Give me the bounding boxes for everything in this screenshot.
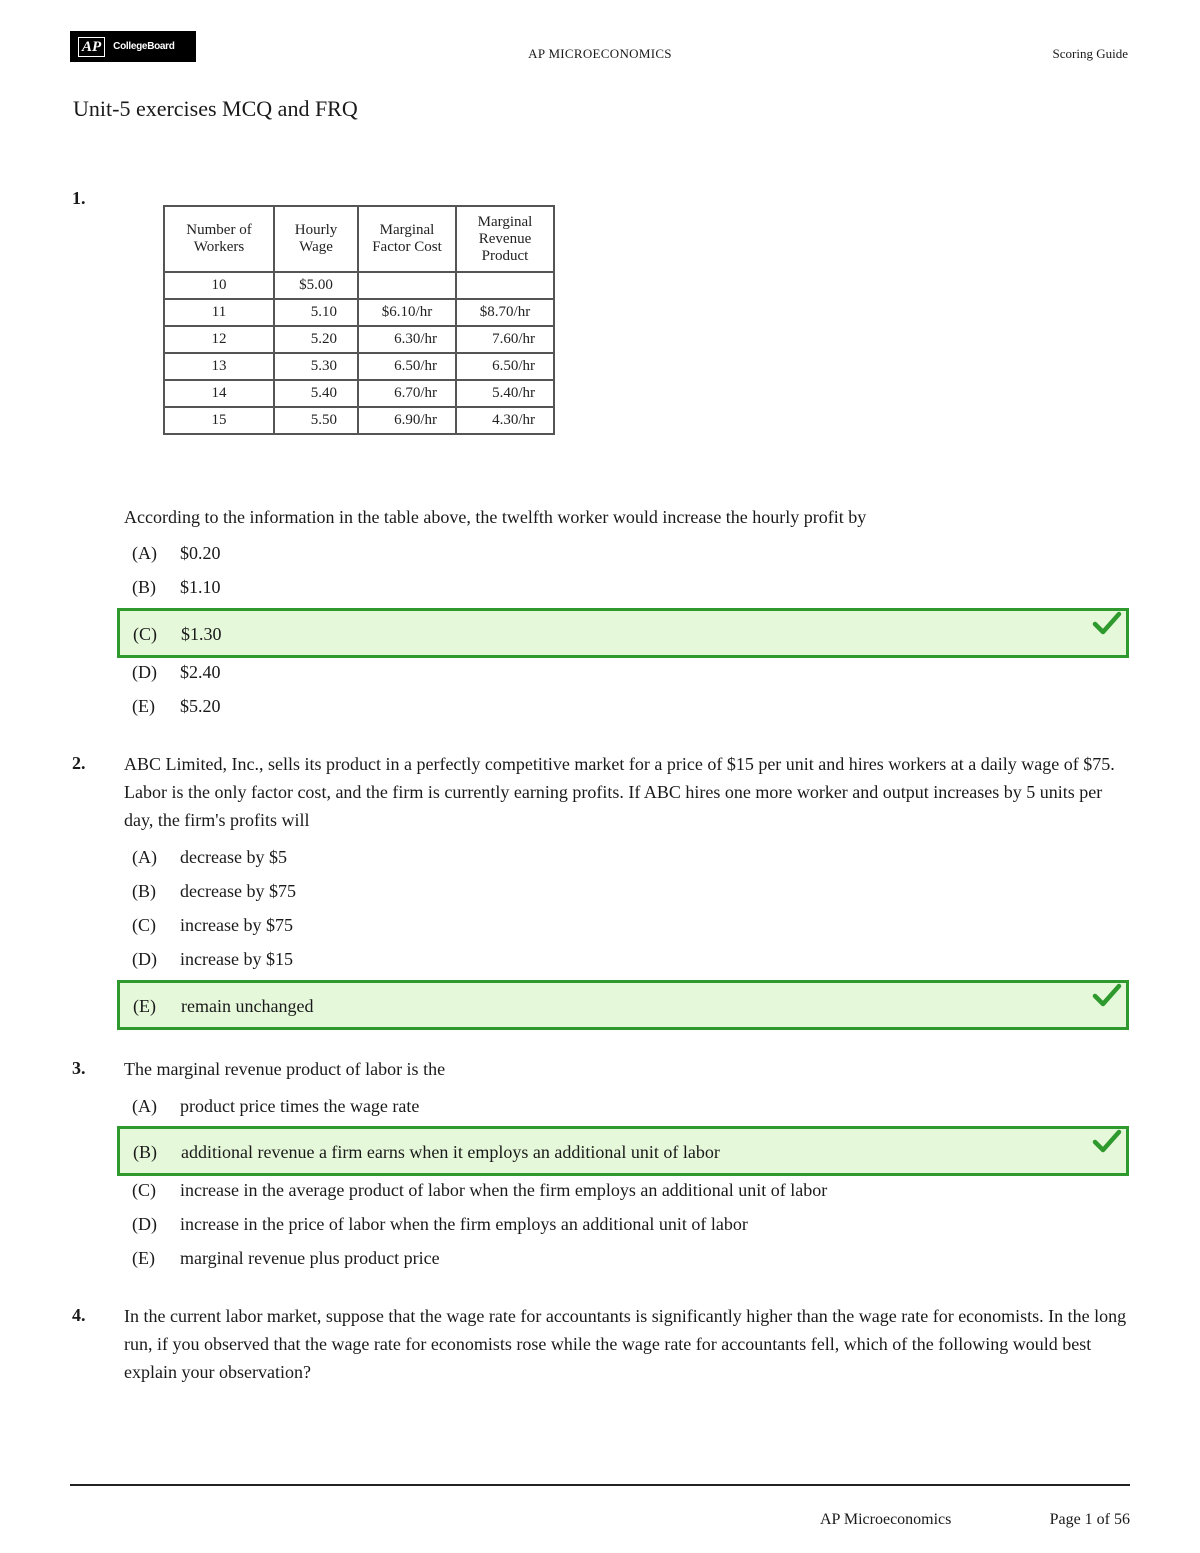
q3-correct-answer-box bbox=[117, 1126, 1129, 1176]
question-2-stem: ABC Limited, Inc., sells its product in a perfectly competitive market for a price of $15 per unit and hires workers at a daily wage of $75. Labor is the only factor cost, and the firm is currently earning profits. If ABC hires one more worker and output increases by 5 units per day, the firm's profits will bbox=[124, 754, 1115, 830]
table-row bbox=[164, 272, 554, 299]
table-cell bbox=[456, 272, 554, 299]
q3-option-b: (B) additional revenue a firm earns when it employs an additional unit of labor bbox=[133, 1142, 720, 1162]
table-cell: 15 bbox=[164, 407, 274, 434]
header-guide-label: Scoring Guide bbox=[1052, 46, 1128, 61]
q2-option-c: (C) increase by $75 bbox=[132, 915, 293, 935]
question-4-stem: In the current labor market, suppose that the wage rate for accountants is significantly higher than the wage rate for economists. In the long run, if you observed that the wage rate for economists rose while the wage rate for accountants fell, which of the following would best explain your observation? bbox=[124, 1306, 1127, 1382]
q1-option-c: (C) $1.30 bbox=[133, 624, 222, 644]
table-cell: 5.30 bbox=[274, 353, 358, 380]
table-row bbox=[164, 299, 554, 326]
collegeboard-logo-text: CollegeBoard bbox=[113, 41, 175, 52]
table-cell: 4.30/hr bbox=[456, 407, 554, 434]
question-3-stem: The marginal revenue product of labor is the bbox=[124, 1059, 446, 1079]
table-cell: 5.40/hr bbox=[456, 380, 554, 407]
q3-option-d: (D) increase in the price of labor when the firm employs an additional unit of labor bbox=[132, 1214, 748, 1234]
table-cell: 5.40 bbox=[274, 380, 358, 407]
table-cell: 12 bbox=[164, 326, 274, 353]
table-cell: 5.50 bbox=[274, 407, 358, 434]
table-header-row bbox=[164, 206, 554, 272]
table-header-wage: Hourly Wage bbox=[274, 206, 358, 272]
table-cell: 6.50/hr bbox=[456, 353, 554, 380]
table-cell: 6.90/hr bbox=[358, 407, 456, 434]
checkmark-icon bbox=[1092, 981, 1122, 1011]
table-header-mrp: Marginal Revenue Product bbox=[456, 206, 554, 272]
table-cell: 13 bbox=[164, 353, 274, 380]
q2-option-d: (D) increase by $15 bbox=[132, 949, 293, 969]
q2-option-e: (E) remain unchanged bbox=[133, 996, 314, 1016]
q1-option-b: (B) $1.10 bbox=[132, 577, 221, 597]
table-cell: 5.10 bbox=[274, 299, 358, 326]
checkmark-icon bbox=[1092, 1127, 1122, 1157]
table-cell: 5.20 bbox=[274, 326, 358, 353]
q3-option-c: (C) increase in the average product of labor when the firm employs an additional unit of labor bbox=[132, 1180, 828, 1200]
q2-option-b: (B) decrease by $75 bbox=[132, 881, 296, 901]
question-1-number: 1. bbox=[72, 188, 86, 208]
labor-data-table bbox=[163, 205, 555, 435]
q2-correct-answer-box bbox=[117, 980, 1129, 1030]
checkmark-icon bbox=[1092, 609, 1122, 639]
table-header-workers: Number of Workers bbox=[164, 206, 274, 272]
q1-correct-answer-box bbox=[117, 608, 1129, 658]
question-1-stem: According to the information in the table above, the twelfth worker would increase the hourly profit by bbox=[124, 507, 867, 527]
question-2-number: 2. bbox=[72, 753, 86, 773]
q1-option-d: (D) $2.40 bbox=[132, 662, 221, 682]
q3-option-e: (E) marginal revenue plus product price bbox=[132, 1248, 440, 1268]
table-row bbox=[164, 353, 554, 380]
table-row bbox=[164, 380, 554, 407]
q3-option-a: (A) product price times the wage rate bbox=[132, 1096, 420, 1116]
question-3-number: 3. bbox=[72, 1058, 86, 1078]
table-cell: $5.00 bbox=[274, 272, 358, 299]
footer-course: AP Microeconomics bbox=[820, 1511, 952, 1528]
table-row bbox=[164, 407, 554, 434]
ap-logo-text: AP bbox=[78, 37, 105, 57]
table-row bbox=[164, 326, 554, 353]
q2-option-a: (A) decrease by $5 bbox=[132, 847, 287, 867]
q1-option-e: (E) $5.20 bbox=[132, 696, 221, 716]
question-4-number: 4. bbox=[72, 1305, 86, 1325]
table-cell: 6.30/hr bbox=[358, 326, 456, 353]
header-subject: AP MICROECONOMICS bbox=[528, 46, 672, 61]
table-cell bbox=[358, 272, 456, 299]
table-cell: 14 bbox=[164, 380, 274, 407]
table-cell: 6.70/hr bbox=[358, 380, 456, 407]
q1-option-a: (A) $0.20 bbox=[132, 543, 221, 563]
footer-page-number: Page 1 of 56 bbox=[1049, 1511, 1130, 1528]
table-cell: 6.50/hr bbox=[358, 353, 456, 380]
table-cell: $6.10/hr bbox=[358, 299, 456, 326]
table-cell: $8.70/hr bbox=[456, 299, 554, 326]
table-header-mfc: Marginal Factor Cost bbox=[358, 206, 456, 272]
table-cell: 11 bbox=[164, 299, 274, 326]
page-title: Unit-5 exercises MCQ and FRQ bbox=[73, 96, 358, 121]
footer-divider bbox=[70, 1484, 1130, 1486]
table-cell: 10 bbox=[164, 272, 274, 299]
table-cell: 7.60/hr bbox=[456, 326, 554, 353]
